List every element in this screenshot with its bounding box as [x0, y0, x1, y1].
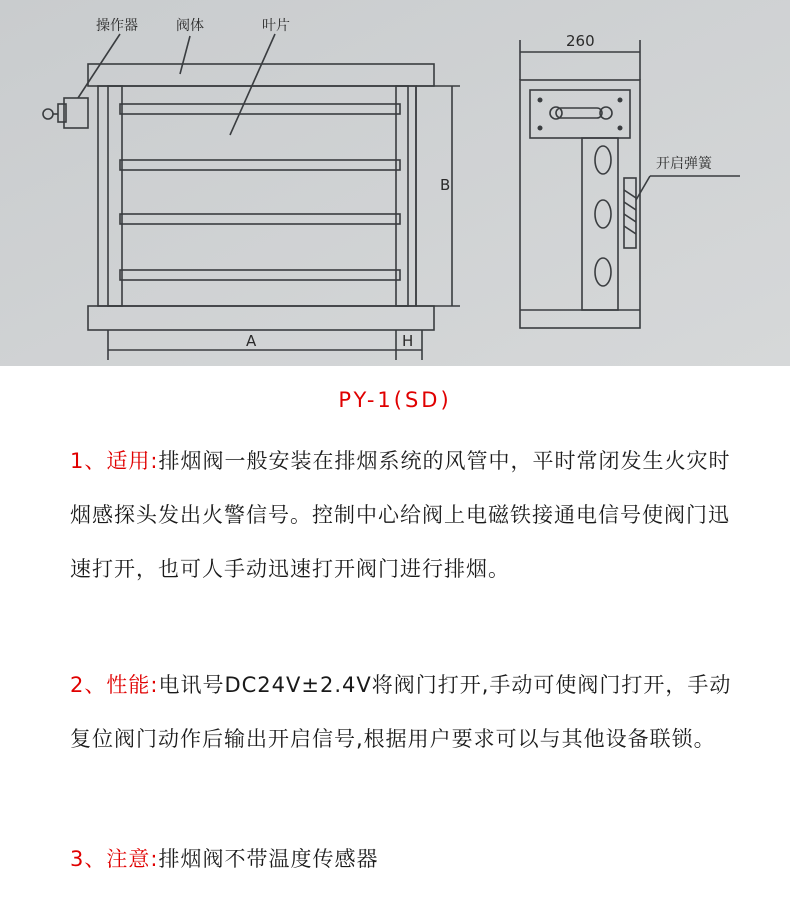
dim-h-label: H [402, 332, 414, 350]
valve-body-label: 阀体 [176, 18, 204, 34]
section-applicable [70, 434, 750, 596]
section-text: 电讯号DC24V±2.4V将阀门打开,手动可使阀门打开，手动复位阀门动作后输出开启信号,根据用户要求可以与其他设备联锁。 [70, 673, 732, 751]
product-drawing-photo [0, 0, 790, 366]
dim-a-label: A [246, 332, 257, 350]
width-260-label: 260 [566, 32, 595, 50]
dim-b-label: B [440, 176, 451, 194]
section-text: 排烟阀一般安装在排烟系统的风管中，平时常闭发生火灾时烟感探头发出火警信号。控制中心给阀上电磁铁接通电信号使阀门迅速打开，也可人手动迅速打开阀门进行排烟。 [70, 449, 731, 581]
section-label: 适用: [106, 449, 159, 473]
section-label: 性能: [106, 673, 159, 697]
section-number: 1、 [70, 449, 107, 473]
blade-label: 叶片 [262, 18, 290, 34]
model-title: PY-1(SD) [338, 388, 452, 412]
section-label: 注意: [106, 847, 159, 871]
section-performance [70, 658, 750, 766]
operator-label: 操作器 [96, 18, 138, 34]
section-text: 排烟阀不带温度传感器 [158, 847, 379, 871]
spring-label: 开启弹簧 [656, 156, 712, 172]
valve-technical-drawing [0, 0, 790, 366]
section-number: 2、 [70, 673, 107, 697]
section-notice [70, 832, 750, 886]
section-number: 3、 [70, 847, 107, 871]
